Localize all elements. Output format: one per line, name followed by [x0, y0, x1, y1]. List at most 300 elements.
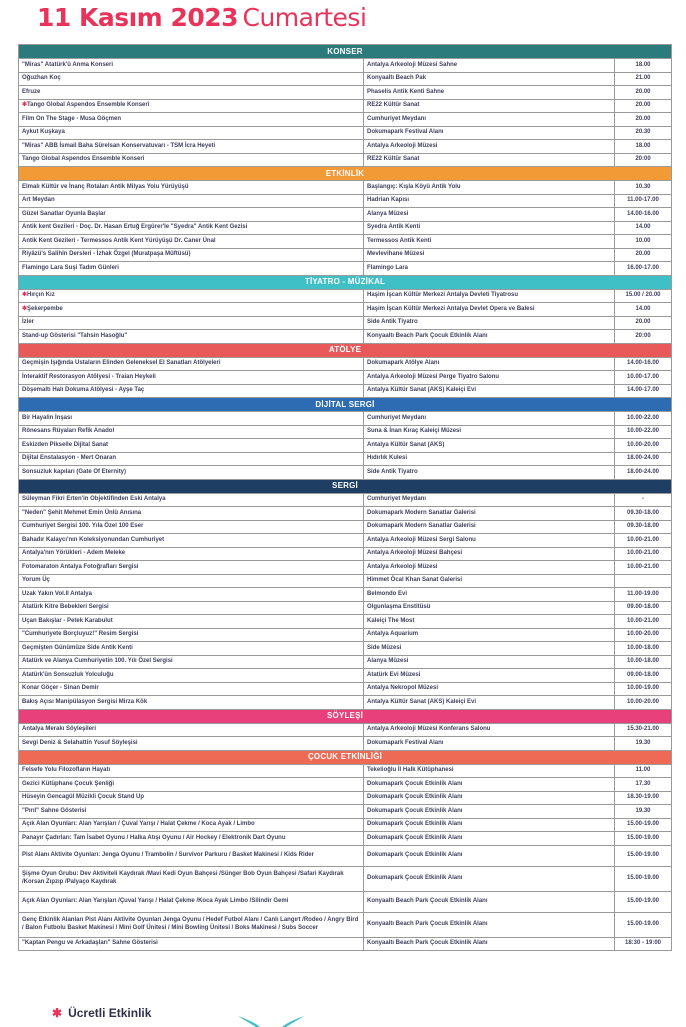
- venue-cell: Cumhuriyet Meydanı: [364, 493, 615, 507]
- event-cell: [19, 425, 364, 439]
- time-cell: 15.00-19.00: [615, 891, 672, 912]
- table-row: [19, 452, 672, 466]
- venue-cell: Dokumapark Festival Alanı: [364, 737, 615, 751]
- table-row: [19, 696, 672, 710]
- event-cell: [19, 805, 364, 819]
- time-cell: 20.30: [615, 126, 672, 140]
- time-cell: 15.30-21.00: [615, 723, 672, 737]
- event-cell: [19, 723, 364, 737]
- venue-cell: Antalya Kültür Sanat (AKS): [364, 439, 615, 453]
- venue-cell: Alanya Müzesi: [364, 208, 615, 222]
- event-name: İnteraktif Restorasyon Atölyesi - Traian Heykeli: [22, 373, 156, 380]
- event-cell: [19, 493, 364, 507]
- event-cell: [19, 59, 364, 73]
- time-cell: 18:30 - 19:00: [615, 937, 672, 951]
- time-cell: 18.00-24.00: [615, 452, 672, 466]
- event-name: "Neden" Şehit Mehmet Emin Ünlü Anısına: [22, 509, 142, 516]
- festival-logo: [236, 1016, 306, 1027]
- time-cell: 18.00: [615, 59, 672, 73]
- table-row: [19, 642, 672, 656]
- table-row: [19, 316, 672, 330]
- venue-cell: Suna & İnan Kıraç Kaleiçi Müzesi: [364, 425, 615, 439]
- event-name: Stand-up Gösterisi "Tahsin Hasoğlu": [22, 332, 128, 339]
- time-cell: 14.00-16.00: [615, 357, 672, 371]
- event-cell: [19, 615, 364, 629]
- venue-cell: Tekelioğlu İl Halk Kütüphanesi: [364, 764, 615, 778]
- event-name: Antalya'nın Yörükleri - Adem Meleke: [22, 550, 126, 557]
- table-row: [19, 520, 672, 534]
- venue-cell: Dokumapark Atölye Alanı: [364, 357, 615, 371]
- venue-cell: Termessos Antik Kenti: [364, 235, 615, 249]
- table-row: [19, 628, 672, 642]
- section-header: [19, 343, 672, 357]
- table-row: [19, 493, 672, 507]
- event-name: Tango Global Aspendos Ensemble Konseri: [27, 102, 150, 109]
- section-header: [19, 479, 672, 493]
- table-row: [19, 208, 672, 222]
- page-title: [37, 3, 366, 39]
- event-cell: [19, 696, 364, 710]
- table-row: [19, 113, 672, 127]
- event-name: Antik kent Gezileri - Doç. Dr. Hasan Ertuğ Ergürer'le "Syedra" Antik Kent Gezisi: [22, 224, 248, 231]
- title-date: 11 Kasım 2023: [37, 3, 239, 32]
- time-cell: 11.00-17.00: [615, 194, 672, 208]
- time-cell: 20.00: [615, 316, 672, 330]
- event-name: "Cumhuriyete Borçluyuz!" Resim Sergisi: [22, 631, 139, 638]
- table-row: [19, 937, 672, 951]
- time-cell: 17.30: [615, 778, 672, 792]
- event-cell: [19, 588, 364, 602]
- section-title: DİJİTAL SERGİ: [19, 398, 672, 412]
- table-row: [19, 126, 672, 140]
- event-cell: [19, 891, 364, 912]
- section-title: SÖYLEŞİ: [19, 709, 672, 723]
- section-header: [19, 750, 672, 764]
- venue-cell: Mevlevihane Müzesi: [364, 248, 615, 262]
- event-cell: [19, 357, 364, 371]
- section-header: [19, 45, 672, 59]
- venue-cell: Konyaaltı Beach Park Çocuk Etkinlik Alanı: [364, 937, 615, 951]
- paid-star-icon: ✱: [22, 102, 28, 109]
- table-row: [19, 289, 672, 303]
- event-name: Rönesans Rüyaları Refik Anadol: [22, 428, 115, 435]
- venue-cell: Dokumapark Modern Sanatlar Galerisi: [364, 520, 615, 534]
- event-cell: [19, 153, 364, 167]
- event-name: Döşemaltı Halı Dokuma Atölyesi - Ayşe Taç: [22, 387, 145, 394]
- time-cell: 19.30: [615, 737, 672, 751]
- venue-cell: Dokumapark Çocuk Etkinlik Alanı: [364, 778, 615, 792]
- table-row: [19, 330, 672, 344]
- event-cell: [19, 547, 364, 561]
- time-cell: 20:00: [615, 330, 672, 344]
- table-row: [19, 561, 672, 575]
- event-cell: [19, 845, 364, 866]
- section-title: TİYATRO - MÜZİKAL: [19, 275, 672, 289]
- time-cell: 10.00-21.00: [615, 561, 672, 575]
- event-cell: [19, 561, 364, 575]
- time-cell: 20:00: [615, 153, 672, 167]
- event-name: Gezici Kütüphane Çocuk Şenliği: [22, 780, 115, 787]
- table-row: [19, 72, 672, 86]
- section-header: [19, 398, 672, 412]
- event-name: "Pırıl" Sahne Gösterisi: [22, 807, 87, 814]
- table-row: [19, 412, 672, 426]
- venue-cell: Antalya Arkeoloji Müzesi: [364, 140, 615, 154]
- table-row: [19, 832, 672, 846]
- table-row: [19, 439, 672, 453]
- venue-cell: Dokumapark Festival Alanı: [364, 126, 615, 140]
- time-cell: 16.00-17.00: [615, 262, 672, 276]
- event-name: Tango Global Aspendos Ensemble Konseri: [22, 156, 145, 163]
- time-cell: 18.30-19.00: [615, 791, 672, 805]
- table-row: [19, 371, 672, 385]
- time-cell: 15.00-19.00: [615, 832, 672, 846]
- event-cell: [19, 466, 364, 480]
- venue-cell: Dokumapark Çocuk Etkinlik Alanı: [364, 805, 615, 819]
- event-name: Flamingo Lara Suşi Tadım Günleri: [22, 264, 119, 271]
- title-day: Cumartesi: [242, 3, 367, 32]
- event-name: Atatürk'ün Sonsuzluk Yolculuğu: [22, 671, 114, 678]
- time-cell: 10.00-21.00: [615, 615, 672, 629]
- event-name: Cumhuriyet Sergisi 100. Yıla Özel 100 Eser: [22, 523, 144, 530]
- table-row: [19, 912, 672, 937]
- venue-cell: Haşim İşcan Kültür Merkezi Antalya Devlet Opera ve Balesi: [364, 303, 615, 317]
- section-header: [19, 275, 672, 289]
- paid-event-legend: [52, 1006, 151, 1020]
- event-name: "Miras" Atatürk'ü Anma Konseri: [22, 61, 114, 68]
- table-row: [19, 140, 672, 154]
- event-name: Dijital Enstalasyon - Mert Onaran: [22, 455, 117, 462]
- event-name: Film On The Stage - Musa Göçmen: [22, 115, 122, 122]
- event-cell: [19, 520, 364, 534]
- venue-cell: Flamingo Lara: [364, 262, 615, 276]
- event-name: Şekerpembe: [27, 305, 63, 312]
- event-cell: [19, 791, 364, 805]
- event-cell: [19, 912, 364, 937]
- event-cell: [19, 86, 364, 100]
- venue-cell: Konyaaltı Beach Park Çocuk Etkinlik Alanı: [364, 891, 615, 912]
- venue-cell: Kaleiçi The Most: [364, 615, 615, 629]
- venue-cell: RE22 Kültür Sanat: [364, 153, 615, 167]
- time-cell: 10.00: [615, 235, 672, 249]
- table-row: [19, 655, 672, 669]
- venue-cell: Olgunlaşma Enstitüsü: [364, 601, 615, 615]
- event-cell: [19, 601, 364, 615]
- time-cell: 09.30-18.00: [615, 520, 672, 534]
- time-cell: 15.00-19.00: [615, 818, 672, 832]
- table-row: [19, 682, 672, 696]
- time-cell: 15.00-19.00: [615, 845, 672, 866]
- venue-cell: Belmondo Evi: [364, 588, 615, 602]
- time-cell: 14.00-17.00: [615, 384, 672, 398]
- time-cell: 21.00: [615, 72, 672, 86]
- event-name: Oğuzhan Koç: [22, 75, 61, 82]
- event-name: "Kaptan Pengu ve Arkadaşları" Sahne Gösterisi: [22, 940, 158, 947]
- event-cell: [19, 72, 364, 86]
- venue-cell: Antalya Kültür Sanat (AKS) Kaleiçi Evi: [364, 384, 615, 398]
- table-row: [19, 723, 672, 737]
- event-name: Konar Göçer - Sinan Demir: [22, 685, 99, 692]
- time-cell: 20.00: [615, 86, 672, 100]
- venue-cell: Dokumapark Çocuk Etkinlik Alanı: [364, 791, 615, 805]
- event-name: Açık Alan Oyunları: Alan Yarışları /Çuval Yarışı / Halat Çekme /Koca Ayak Limbo /Silindir Gemi: [22, 897, 289, 904]
- section-title: ETKİNLİK: [19, 167, 672, 181]
- event-cell: [19, 412, 364, 426]
- event-name: Sonsuzluk kapıları (Gate Of Eternity): [22, 468, 127, 475]
- event-name: Panayır Çadırları: Tam İsabet Oyunu / Halka Atışı Oyunu / Air Hockey / Elektronik Dart Oyunu: [22, 834, 286, 841]
- venue-cell: Cumhuriyet Meydanı: [364, 113, 615, 127]
- section-header: [19, 709, 672, 723]
- section-header: [19, 167, 672, 181]
- event-cell: [19, 303, 364, 317]
- event-name: Bir Hayalin İnşası: [22, 414, 73, 421]
- time-cell: 10.00-18.00: [615, 655, 672, 669]
- table-row: [19, 791, 672, 805]
- schedule-table: [18, 44, 672, 951]
- event-name: Şişme Oyun Grubu: Dev Aktiviteli Kaydırak /Mavi Kedi Oyun Bahçesi /Sünger Bob Oyun Bahçesi /Safari Kaydırak /Korsan Zıpzıp /Palyaço Kaydırak: [22, 871, 344, 885]
- paid-star-icon: ✱: [22, 292, 28, 299]
- time-cell: 09.30-18.00: [615, 507, 672, 521]
- event-name: Geçmişten Günümüze Side Antik Kenti: [22, 644, 133, 651]
- event-name: Uçan Bakışlar - Petek Karabulut: [22, 617, 113, 624]
- event-name: Pist Alanı Aktivite Oyunları: Jenga Oyunu / Trambolin / Survivor Parkuru / Basket Makinesi / Kids Rider: [22, 851, 314, 858]
- time-cell: 10.00-20.00: [615, 628, 672, 642]
- venue-cell: Atatürk Evi Müzesi: [364, 669, 615, 683]
- venue-cell: Phaselis Antik Kenti Sahne: [364, 86, 615, 100]
- event-name: Bakış Açısı Manipülasyon Sergisi Mirza Kök: [22, 698, 148, 705]
- table-row: [19, 507, 672, 521]
- section-title: SERGİ: [19, 479, 672, 493]
- venue-cell: Antalya Arkeoloji Müzesi Konferans Salonu: [364, 723, 615, 737]
- venue-cell: RE22 Kültür Sanat: [364, 99, 615, 113]
- table-row: [19, 86, 672, 100]
- time-cell: 09.00-18.00: [615, 669, 672, 683]
- venue-cell: Antalya Arkeoloji Müzesi Sergi Salonu: [364, 534, 615, 548]
- time-cell: 10.00-17.00: [615, 371, 672, 385]
- event-cell: [19, 737, 364, 751]
- venue-cell: Antalya Arkeoloji Müzesi Bahçesi: [364, 547, 615, 561]
- table-row: [19, 547, 672, 561]
- table-row: [19, 845, 672, 866]
- table-row: [19, 574, 672, 588]
- paid-star-icon: ✱: [52, 1006, 63, 1020]
- event-cell: [19, 452, 364, 466]
- event-name: Yorum Üç: [22, 577, 50, 584]
- event-cell: [19, 832, 364, 846]
- table-row: [19, 737, 672, 751]
- event-name: Uzak Yakın Vol.II Antalya: [22, 590, 92, 597]
- table-row: [19, 262, 672, 276]
- table-row: [19, 357, 672, 371]
- event-name: Güzel Sanatlar Oyunla Başlar: [22, 210, 106, 217]
- event-cell: [19, 507, 364, 521]
- event-name: İzler: [22, 319, 35, 326]
- time-cell: 10.00-21.00: [615, 547, 672, 561]
- venue-cell: Syedra Antik Kenti: [364, 221, 615, 235]
- event-cell: [19, 628, 364, 642]
- time-cell: 10.00-22.00: [615, 412, 672, 426]
- event-cell: [19, 384, 364, 398]
- table-row: [19, 891, 672, 912]
- event-cell: [19, 181, 364, 195]
- table-row: [19, 466, 672, 480]
- time-cell: 19.30: [615, 805, 672, 819]
- time-cell: 15.00-19.00: [615, 866, 672, 891]
- time-cell: 10.00-20.00: [615, 696, 672, 710]
- event-cell: [19, 140, 364, 154]
- table-row: [19, 818, 672, 832]
- venue-cell: Dokumapark Çocuk Etkinlik Alanı: [364, 818, 615, 832]
- venue-cell: Hıdırlık Kulesi: [364, 452, 615, 466]
- time-cell: 14.00-16.00: [615, 208, 672, 222]
- table-row: [19, 181, 672, 195]
- event-name: Atatürk Kitre Bebekleri Sergisi: [22, 604, 109, 611]
- venue-cell: Başlangıç: Kışla Köyü Antik Yolu: [364, 181, 615, 195]
- event-cell: [19, 642, 364, 656]
- event-name: Bahadır Kalaycı'nın Koleksiyonundan Cumhuriyet: [22, 536, 165, 543]
- time-cell: 18.00-24.00: [615, 466, 672, 480]
- event-cell: [19, 439, 364, 453]
- table-row: [19, 303, 672, 317]
- time-cell: 20.00: [615, 113, 672, 127]
- section-title: ATÖLYE: [19, 343, 672, 357]
- event-cell: [19, 235, 364, 249]
- event-cell: [19, 262, 364, 276]
- event-cell: [19, 248, 364, 262]
- venue-cell: Antalya Aquarium: [364, 628, 615, 642]
- time-cell: 18.00: [615, 140, 672, 154]
- venue-cell: Side Antik Tiyatro: [364, 466, 615, 480]
- event-cell: [19, 682, 364, 696]
- event-name: Süleyman Fikri Erten'in Objektifinden Eski Antalya: [22, 496, 166, 503]
- venue-cell: Antalya Arkeoloji Müzesi Sahne: [364, 59, 615, 73]
- venue-cell: Konyaaltı Beach Park Çocuk Etkinlik Alanı: [364, 330, 615, 344]
- time-cell: 10.00-18.00: [615, 642, 672, 656]
- table-row: [19, 194, 672, 208]
- event-cell: [19, 194, 364, 208]
- table-row: [19, 805, 672, 819]
- event-name: Elmalı Kültür ve İnanç Rotaları Antik Milyas Yolu Yürüyüşü: [22, 183, 189, 190]
- time-cell: [615, 574, 672, 588]
- schedule-table-body: [19, 45, 672, 951]
- time-cell: 20.00: [615, 248, 672, 262]
- venue-cell: Konyaaltı Beach Park Çocuk Etkinlik Alanı: [364, 912, 615, 937]
- section-title: KONSER: [19, 45, 672, 59]
- table-row: [19, 615, 672, 629]
- time-cell: 10.00-19.00: [615, 682, 672, 696]
- event-cell: [19, 316, 364, 330]
- event-name: Atatürk ve Alanya Cumhuriyetin 100. Yılı Özel Sergisi: [22, 658, 173, 665]
- table-row: [19, 221, 672, 235]
- table-row: [19, 59, 672, 73]
- event-name: Efruze: [22, 88, 41, 95]
- table-row: [19, 866, 672, 891]
- event-name: Fotomaraton Antalya Fotoğrafları Sergisi: [22, 563, 139, 570]
- event-cell: [19, 534, 364, 548]
- time-cell: 11.00: [615, 764, 672, 778]
- event-cell: [19, 208, 364, 222]
- venue-cell: Antalya Nekropol Müzesi: [364, 682, 615, 696]
- event-name: Felsefe Yolu Filozofların Hayatı: [22, 767, 111, 774]
- table-row: [19, 764, 672, 778]
- event-cell: [19, 126, 364, 140]
- venue-cell: Antalya Kültür Sanat (AKS) Kaleiçi Evi: [364, 696, 615, 710]
- event-cell: [19, 818, 364, 832]
- table-row: [19, 588, 672, 602]
- time-cell: 10.00-22.00: [615, 425, 672, 439]
- schedule-table-container: [18, 44, 671, 951]
- event-name: Eskizden Pikselle Dijital Sanat: [22, 441, 109, 448]
- table-row: [19, 425, 672, 439]
- venue-cell: Himmet Öcal Khan Sanat Galerisi: [364, 574, 615, 588]
- event-cell: [19, 574, 364, 588]
- venue-cell: Cumhuriyet Meydanı: [364, 412, 615, 426]
- venue-cell: Dokumapark Modern Sanatlar Galerisi: [364, 507, 615, 521]
- venue-cell: Dokumapark Çocuk Etkinlik Alanı: [364, 832, 615, 846]
- event-cell: [19, 113, 364, 127]
- event-name: Sevgi Deniz & Selahattin Yusuf Söyleşisi: [22, 739, 138, 746]
- legend-label: Ücretli Etkinlik: [68, 1006, 152, 1020]
- venue-cell: Alanya Müzesi: [364, 655, 615, 669]
- event-cell: [19, 289, 364, 303]
- event-cell: [19, 764, 364, 778]
- venue-cell: Antalya Arkeoloji Müzesi Perge Tiyatro Salonu: [364, 371, 615, 385]
- time-cell: 15.00-19.00: [615, 912, 672, 937]
- event-cell: [19, 669, 364, 683]
- time-cell: 15.00 / 20.00: [615, 289, 672, 303]
- table-row: [19, 248, 672, 262]
- event-cell: [19, 221, 364, 235]
- time-cell: 09.00-18.00: [615, 601, 672, 615]
- event-name: Genç Etkinlik Alanları Pist Alanı Aktivite Oyunları Jenga Oyunu / Hedef Futbol Alanı / Canlı Langırt /Rodeo / Angry Bird / Balon Futbolu Basket Makinesi / Mini Golf Ünitesi / Mini Bowling Ünitesi / Boks Makinesi / Subs Soccer: [22, 917, 359, 931]
- venue-cell: Hadrian Kapısı: [364, 194, 615, 208]
- venue-cell: Konyaaltı Beach Pak: [364, 72, 615, 86]
- venue-cell: Dokumapark Çocuk Etkinlik Alanı: [364, 866, 615, 891]
- event-cell: [19, 866, 364, 891]
- table-row: [19, 384, 672, 398]
- venue-cell: Antalya Arkeoloji Müzesi: [364, 561, 615, 575]
- venue-cell: Side Müzesi: [364, 642, 615, 656]
- event-cell: [19, 371, 364, 385]
- time-cell: 11.00-19.00: [615, 588, 672, 602]
- table-row: [19, 235, 672, 249]
- venue-cell: Side Antik Tiyatro: [364, 316, 615, 330]
- event-name: Açık Alan Oyunları: Alan Yarışları / Çuval Yarışı / Halat Çekme / Koca Ayak / Limbo: [22, 821, 255, 828]
- time-cell: 10.00-20.00: [615, 439, 672, 453]
- time-cell: -: [615, 493, 672, 507]
- event-name: Antik Kent Gezileri - Termessos Antik Kent Yürüyüşü Dr. Caner Ünal: [22, 237, 216, 244]
- event-cell: [19, 778, 364, 792]
- event-name: Geçmişin Işığında Ustaların Elinden Geleneksel El Sanatları Atölyeleri: [22, 360, 221, 367]
- table-row: [19, 99, 672, 113]
- table-row: [19, 534, 672, 548]
- time-cell: 14.00: [615, 221, 672, 235]
- event-cell: [19, 99, 364, 113]
- paid-star-icon: ✱: [22, 305, 28, 312]
- time-cell: 14.00: [615, 303, 672, 317]
- event-cell: [19, 330, 364, 344]
- venue-cell: Dokumapark Çocuk Etkinlik Alanı: [364, 845, 615, 866]
- table-row: [19, 669, 672, 683]
- table-row: [19, 778, 672, 792]
- event-name: Aykut Kuşkaya: [22, 129, 65, 136]
- time-cell: 20.00: [615, 99, 672, 113]
- event-name: Riyâzü's Salihîn Dersleri - İzhak Özgel (Muratpaşa Müftüsü): [22, 251, 191, 258]
- event-name: Hüseyin Gencagül Müzikli Çocuk Stand Up: [22, 794, 145, 801]
- event-cell: [19, 937, 364, 951]
- table-row: [19, 153, 672, 167]
- table-row: [19, 601, 672, 615]
